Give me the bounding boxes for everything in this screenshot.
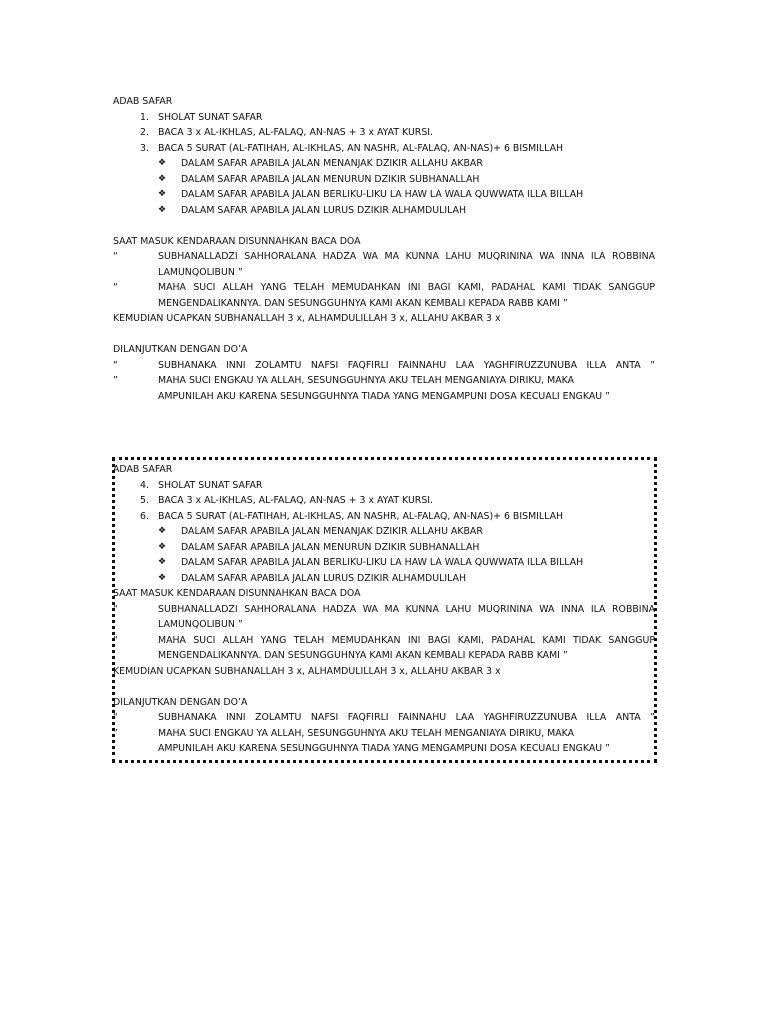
item-number: 3.	[140, 142, 149, 154]
item-text: SHOLAT SUNAT SAFAR	[158, 479, 263, 491]
quote-mark: ”	[113, 375, 118, 386]
dzikir-line	[113, 311, 655, 327]
item-text: BACA 3 x AL-IKHLAS, AL-FALAQ, AN-NAS + 3 x AYAT KURSI.	[158, 127, 434, 138]
bullet-item	[113, 571, 655, 587]
item-number: 6.	[140, 510, 149, 522]
numbered-item	[113, 110, 655, 126]
bullet-text: DALAM SAFAR APABILA JALAN LURUS DZIKIR ALHAMDULILAH	[181, 572, 467, 584]
doa-line	[113, 633, 655, 649]
section-title-text: ADAB SAFAR	[113, 464, 173, 475]
bullet-item	[113, 555, 655, 571]
doa-text: MENGENDALIKANNYA. DAN SESUNGGUHNYA KAMI AKAN KEMBALI KEPADA RABB KAMI ”	[158, 650, 568, 661]
doa-text: MAHA SUCI ENGKAU YA ALLAH, SESUNGGUHNYA AKU TELAH MENGANIAYA DIRIKU, MAKA	[158, 375, 575, 386]
doa-line	[113, 296, 655, 312]
diamond-bullet-icon: ❖	[158, 189, 167, 199]
bullet-item	[113, 172, 655, 188]
adab-safar-section-2	[113, 462, 655, 757]
doa-line	[113, 602, 655, 618]
bullet-item	[113, 203, 655, 219]
adab-safar-section-1	[113, 94, 655, 404]
doa-text: SUBHANALLADZI SAHHORALANA HADZA WA MA KUNNA LAHU MUQRININA WA INNA ILA ROBBINA	[158, 251, 655, 262]
numbered-item	[113, 125, 655, 141]
doa-line	[113, 389, 655, 405]
item-text: SHOLAT SUNAT SAFAR	[158, 111, 263, 123]
section-title	[113, 462, 655, 478]
doa-text: AMPUNILAH AKU KARENA SESUNGGUHNYA TIADA YANG MENGAMPUNI DOSA KECUALI ENGKAU ”	[158, 743, 610, 754]
doa-heading	[113, 586, 655, 602]
quote-mark: “	[113, 603, 118, 615]
bullet-item	[113, 156, 655, 172]
lanjut-heading-text: DILANJUTKAN DENGAN DO’A	[113, 696, 248, 708]
quote-mark: ”	[113, 727, 118, 739]
diamond-bullet-icon: ❖	[158, 526, 167, 536]
item-number: 1.	[140, 111, 149, 123]
numbered-item	[113, 141, 655, 157]
spacer	[113, 327, 655, 343]
item-number: 2.	[140, 127, 149, 138]
doa-line	[113, 373, 655, 389]
doa-line	[113, 280, 655, 296]
doa-text: AMPUNILAH AKU KARENA SESUNGGUHNYA TIADA YANG MENGAMPUNI DOSA KECUALI ENGKAU ”	[158, 390, 610, 402]
item-number: 5.	[140, 495, 149, 506]
numbered-item	[113, 509, 655, 525]
item-number: 4.	[140, 479, 149, 491]
diamond-bullet-icon: ❖	[158, 158, 167, 168]
spacer	[113, 218, 655, 234]
bullet-text: DALAM SAFAR APABILA JALAN BERLIKU-LIKU LA HAW LA WALA QUWWATA ILLA BILLAH	[181, 189, 584, 200]
item-text: BACA 3 x AL-IKHLAS, AL-FALAQ, AN-NAS + 3 x AYAT KURSI.	[158, 495, 434, 506]
lanjut-heading	[113, 695, 655, 711]
spacer	[113, 679, 655, 695]
quote-mark: “	[113, 634, 118, 646]
bullet-text: DALAM SAFAR APABILA JALAN BERLIKU-LIKU LA HAW LA WALA QUWWATA ILLA BILLAH	[181, 557, 584, 568]
doa-line	[113, 617, 655, 633]
bullet-text: DALAM SAFAR APABILA JALAN MENANJAK DZIKIR ALLAHU AKBAR	[181, 158, 483, 169]
item-text: BACA 5 SURAT (AL-FATIHAH, AL-IKHLAS, AN NASHR, AL-FALAQ, AN-NAS)+ 6 BISMILLAH	[158, 142, 564, 154]
doa-line	[113, 358, 655, 374]
quote-mark: “	[113, 251, 118, 262]
doa-line	[113, 648, 655, 664]
doa-text: MAHA SUCI ALLAH YANG TELAH MEMUDAHKAN INI BAGI KAMI, PADAHAL KAMI TIDAK SANGGUP	[158, 282, 655, 293]
doa-line	[113, 726, 655, 742]
numbered-item	[113, 493, 655, 509]
diamond-bullet-icon: ❖	[158, 173, 167, 184]
doa-line	[113, 249, 655, 265]
doa-text: MAHA SUCI ALLAH YANG TELAH MEMUDAHKAN INI BAGI KAMI, PADAHAL KAMI TIDAK SANGGUP	[158, 634, 655, 646]
doa-line	[113, 741, 655, 757]
diamond-bullet-icon: ❖	[158, 204, 167, 215]
diamond-bullet-icon: ❖	[158, 572, 167, 583]
doa-heading	[113, 234, 655, 250]
diamond-bullet-icon: ❖	[158, 557, 167, 567]
dzikir-text: KEMUDIAN UCAPKAN SUBHANALLAH 3 x, ALHAMDULILLAH 3 x, ALLAHU AKBAR 3 x	[113, 665, 501, 677]
bullet-item	[113, 187, 655, 203]
quote-mark: “	[113, 712, 118, 723]
dzikir-line	[113, 664, 655, 680]
bullet-item	[113, 524, 655, 540]
section-title-text: ADAB SAFAR	[113, 96, 173, 107]
numbered-item	[113, 478, 655, 494]
lanjut-heading-text: DILANJUTKAN DENGAN DO’A	[113, 344, 248, 355]
doa-line	[113, 265, 655, 281]
doa-text: SUBHANAKA INNI ZOLAMTU NAFSI FAQFIRLI FAINNAHU LAA YAGHFIRUZZUNUBA ILLA ANTA ”	[158, 712, 655, 723]
doa-text: LAMUNQOLIBUN ”	[158, 619, 243, 630]
section-title	[113, 94, 655, 110]
doa-heading-text: SAAT MASUK KENDARAAN DISUNNAHKAN BACA DOA	[113, 588, 361, 599]
item-text: BACA 5 SURAT (AL-FATIHAH, AL-IKHLAS, AN NASHR, AL-FALAQ, AN-NAS)+ 6 BISMILLAH	[158, 510, 564, 522]
doa-heading-text: SAAT MASUK KENDARAAN DISUNNAHKAN BACA DOA	[113, 235, 361, 247]
doa-text: MENGENDALIKANNYA. DAN SESUNGGUHNYA KAMI AKAN KEMBALI KEPADA RABB KAMI ”	[158, 297, 568, 309]
bullet-item	[113, 540, 655, 556]
bullet-text: DALAM SAFAR APABILA JALAN MENURUN DZIKIR SUBHANALLAH	[181, 541, 480, 553]
quote-mark: “	[113, 282, 118, 293]
doa-text: MAHA SUCI ENGKAU YA ALLAH, SESUNGGUHNYA AKU TELAH MENGANIAYA DIRIKU, MAKA	[158, 727, 575, 739]
doa-text: LAMUNQOLIBUN ”	[158, 266, 243, 278]
doa-text: SUBHANAKA INNI ZOLAMTU NAFSI FAQFIRLI FAINNAHU LAA YAGHFIRUZZUNUBA ILLA ANTA ”	[158, 359, 655, 371]
doa-text: SUBHANALLADZI SAHHORALANA HADZA WA MA KUNNA LAHU MUQRININA WA INNA ILA ROBBINA	[158, 603, 655, 615]
bullet-text: DALAM SAFAR APABILA JALAN MENANJAK DZIKIR ALLAHU AKBAR	[181, 526, 483, 537]
doa-line	[113, 710, 655, 726]
bullet-text: DALAM SAFAR APABILA JALAN MENURUN DZIKIR SUBHANALLAH	[181, 173, 480, 185]
quote-mark: “	[113, 359, 118, 371]
diamond-bullet-icon: ❖	[158, 541, 167, 552]
dzikir-text: KEMUDIAN UCAPKAN SUBHANALLAH 3 x, ALHAMDULILLAH 3 x, ALLAHU AKBAR 3 x	[113, 313, 501, 324]
lanjut-heading	[113, 342, 655, 358]
bullet-text: DALAM SAFAR APABILA JALAN LURUS DZIKIR ALHAMDULILAH	[181, 204, 467, 216]
